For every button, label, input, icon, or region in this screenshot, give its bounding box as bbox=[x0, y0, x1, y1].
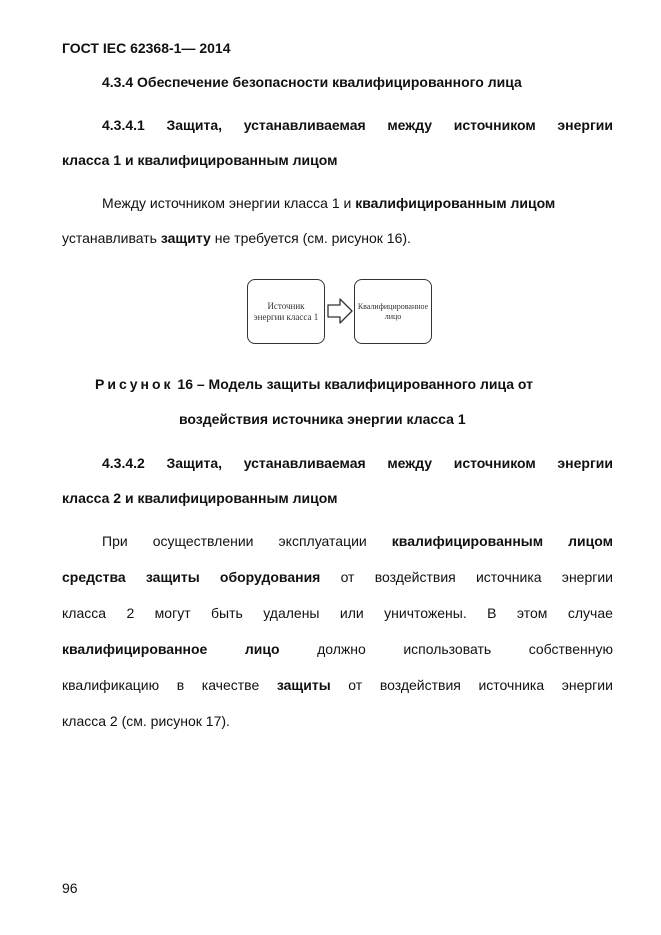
paragraph-text: не требуется (см. рисунок 16). bbox=[210, 230, 411, 246]
heading-word: 4.3.4.1 bbox=[102, 117, 145, 133]
section-heading-4341-line2: класса 1 и квалифицированным лицом bbox=[62, 152, 338, 168]
paragraph-word: использовать bbox=[403, 641, 492, 657]
paragraph-word: квалификацию bbox=[62, 677, 160, 693]
paragraph-word: воздействия bbox=[374, 569, 456, 585]
paragraph-text: устанавливать bbox=[62, 230, 161, 246]
paragraph-text: Между источником энергии класса 1 и bbox=[102, 195, 356, 211]
energy-source-label: Источник энергии класса 1 bbox=[253, 300, 319, 322]
paragraph-4341-line1 bbox=[102, 195, 555, 211]
term-bold: средства bbox=[62, 569, 126, 585]
heading-word: устанавливаемая bbox=[243, 117, 366, 133]
term-bold: лицо bbox=[244, 641, 280, 657]
paragraph-word: При bbox=[102, 533, 128, 549]
heading-word: источником bbox=[453, 455, 536, 471]
paragraph-word: быть bbox=[211, 605, 243, 621]
paragraph-word: или bbox=[339, 605, 364, 621]
section-heading-4342-line2: класса 2 и квалифицированным лицом bbox=[62, 490, 338, 506]
paragraph-word: уничтожены. bbox=[384, 605, 467, 621]
caption-prefix: Рисунок bbox=[95, 376, 174, 392]
figure-caption-line2: воздействия источника энергии класса 1 bbox=[179, 411, 466, 427]
section-heading-4341-line1 bbox=[102, 117, 613, 133]
paragraph-word: энергии bbox=[561, 677, 613, 693]
heading-word: 4.3.4.2 bbox=[102, 455, 145, 471]
paragraph-word: удалены bbox=[263, 605, 320, 621]
paragraph-word: от bbox=[348, 677, 363, 693]
paragraph-word: от bbox=[340, 569, 355, 585]
arrow-right-icon bbox=[327, 297, 353, 325]
caption-text: 16 – Модель защиты квалифицированного лица от bbox=[173, 376, 533, 392]
paragraph-word: класса bbox=[62, 605, 107, 621]
paragraph-word: В bbox=[487, 605, 497, 621]
heading-word: между bbox=[387, 455, 433, 471]
paragraph-word: источника bbox=[475, 569, 542, 585]
heading-word: Защита, bbox=[166, 455, 223, 471]
paragraph-4342-line5 bbox=[62, 677, 613, 693]
section-heading-4342-line1 bbox=[102, 455, 613, 471]
paragraph-4342-line1 bbox=[102, 533, 613, 549]
term-bold: квалифицированным bbox=[391, 533, 544, 549]
heading-word: энергии bbox=[557, 117, 613, 133]
term-bold: защиты bbox=[145, 569, 200, 585]
heading-word: источником bbox=[453, 117, 536, 133]
paragraph-4342-line2 bbox=[62, 569, 613, 585]
paragraph-word: собственную bbox=[528, 641, 613, 657]
paragraph-word: случае bbox=[567, 605, 613, 621]
heading-word: энергии bbox=[557, 455, 613, 471]
section-heading-434: 4.3.4 Обеспечение безопасности квалифицированного лица bbox=[102, 74, 522, 90]
paragraph-word: осуществлении bbox=[152, 533, 254, 549]
paragraph-word: эксплуатации bbox=[278, 533, 367, 549]
heading-word: Защита, bbox=[166, 117, 223, 133]
term-bold: защиту bbox=[160, 230, 211, 246]
paragraph-word: воздействия bbox=[379, 677, 461, 693]
paragraph-word: 2 bbox=[126, 605, 135, 621]
paragraph-word: этом bbox=[516, 605, 548, 621]
paragraph-4342-line6: класса 2 (см. рисунок 17). bbox=[62, 713, 230, 729]
paragraph-word: могут bbox=[154, 605, 191, 621]
paragraph-4342-line4 bbox=[62, 641, 613, 657]
document-header: ГОСТ IEC 62368-1— 2014 bbox=[62, 40, 231, 56]
paragraph-word: качестве bbox=[201, 677, 260, 693]
paragraph-word: в bbox=[176, 677, 185, 693]
figure-caption-line1 bbox=[95, 376, 533, 392]
page-number: 96 bbox=[62, 880, 78, 896]
skilled-person-label: Квалифицированное лицо bbox=[357, 301, 429, 321]
paragraph-word: должно bbox=[317, 641, 366, 657]
term-bold: квалифицированным лицом bbox=[355, 195, 556, 211]
paragraph-word: энергии bbox=[561, 569, 613, 585]
term-bold: оборудования bbox=[219, 569, 321, 585]
skilled-person-box bbox=[354, 279, 432, 344]
paragraph-word: источника bbox=[478, 677, 545, 693]
energy-source-box bbox=[247, 279, 325, 344]
paragraph-4342-line3 bbox=[62, 605, 613, 621]
term-bold: защиты bbox=[276, 677, 331, 693]
heading-word: между bbox=[387, 117, 433, 133]
term-bold: лицом bbox=[568, 533, 613, 549]
term-bold: квалифицированное bbox=[62, 641, 208, 657]
paragraph-4341-line2 bbox=[62, 230, 411, 246]
heading-word: устанавливаемая bbox=[243, 455, 366, 471]
